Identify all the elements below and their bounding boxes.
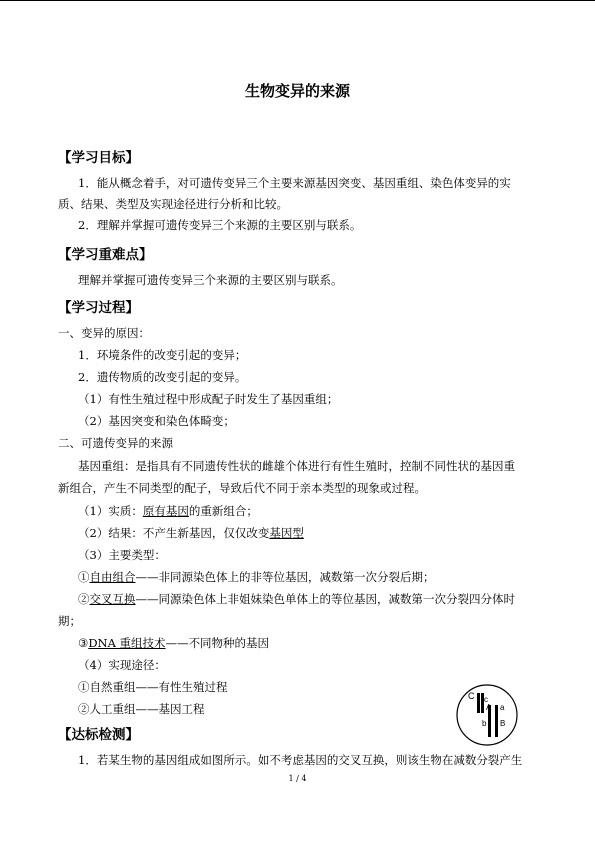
type-1-prefix: ① (78, 570, 90, 584)
process-heading-1: 一、变异的原因： (58, 326, 150, 340)
chromosome-left-1 (477, 693, 480, 713)
type-1-line (78, 570, 435, 584)
type-3-underlined: DNA 重组技术 (88, 636, 166, 650)
way-1-line: ①自然重组——有性生殖过程 (78, 680, 228, 694)
result-underlined: 基因型 (269, 526, 304, 540)
key-points-text: 理解并掌握可遗传变异三个来源的主要区别与联系。 (78, 273, 343, 287)
type-2-continuation: 期； (58, 614, 81, 628)
type-1-suffix: ——非同源染色体上的非等位基因，减数第一次分裂后期； (135, 570, 435, 584)
process-item-2a: （1）有性生殖过程中形成配子时发生了基因重组； (78, 392, 339, 406)
question-1: 1．若某生物的基因组成如图所示。如不考虑基因的交叉互换，则该生物在减数分裂产生 (78, 753, 523, 767)
way-2-line: ②人工重组——基因工程 (78, 702, 205, 716)
gene-label-A: A (486, 703, 492, 712)
type-2-prefix: ② (78, 592, 90, 606)
process-item-2: 2．遗传物质的改变引起的变异。 (78, 370, 247, 384)
process-item-1: 1．环境条件的改变引起的变异； (78, 348, 247, 362)
essence-line (78, 504, 258, 518)
type-2-underlined: 交叉互换 (89, 592, 136, 606)
gene-label-C: C (468, 691, 475, 701)
essence-underlined: 原有基因 (142, 504, 189, 518)
result-line (78, 526, 304, 540)
gene-label-c: c (484, 695, 488, 704)
process-item-2b: （2）基因突变和染色体畸变； (78, 414, 235, 428)
ways-line: （4）实现途径： (78, 658, 166, 672)
objective-1-line-1: 1．能从概念着手，对可遗传变异三个主要来源基因突变、基因重组、染色体变异的实 (78, 176, 511, 190)
definition-line-1: 基因重组：是指具有不同遗传性状的雌雄个体进行有性生殖时，控制不同性状的基因重 (78, 459, 515, 473)
section-key-points-heading: 【学习重难点】 (58, 247, 153, 263)
objective-2: 2．理解并掌握可遗传变异三个来源的主要区别与联系。 (78, 218, 362, 232)
type-3-line (78, 636, 269, 650)
section-objectives-heading: 【学习目标】 (58, 150, 139, 166)
top-border-line (0, 0, 595, 1)
type-2-line (78, 592, 515, 606)
section-test-heading: 【达标检测】 (58, 727, 139, 743)
type-3-prefix: ③ (78, 636, 89, 650)
section-process-heading: 【学习过程】 (58, 300, 139, 316)
essence-prefix: （1）实质： (78, 504, 143, 518)
chromosome-diagram (455, 683, 519, 747)
gene-label-a: a (500, 703, 505, 712)
definition-line-2: 新组合，产生不同类型的配子，导致后代不同于亲本类型的现象或过程。 (58, 481, 426, 495)
essence-suffix: 的重新组合； (188, 504, 258, 518)
gene-label-b: b (482, 719, 487, 728)
process-heading-2: 二、可遗传变异的来源 (58, 436, 173, 450)
gene-label-B: B (500, 719, 506, 728)
page-number: 1 / 4 (288, 774, 307, 783)
type-2-suffix: ——同源染色体上非姐妹染色单体上的等位基因，减数第一次分裂四分体时 (135, 592, 515, 606)
cell-outline (457, 685, 517, 745)
chromosome-right-2 (495, 705, 498, 737)
types-line: （3）主要类型： (78, 548, 166, 562)
type-3-suffix: ——不同物种的基因 (165, 636, 270, 650)
type-1-underlined: 自由组合 (89, 570, 136, 584)
objective-1-line-2: 质、结果、类型及实现途径进行分析和比较。 (58, 197, 288, 211)
result-prefix: （2）结果：不产生新基因，仅仅改变 (78, 526, 270, 540)
page-title: 生物变异的来源 (244, 82, 350, 100)
